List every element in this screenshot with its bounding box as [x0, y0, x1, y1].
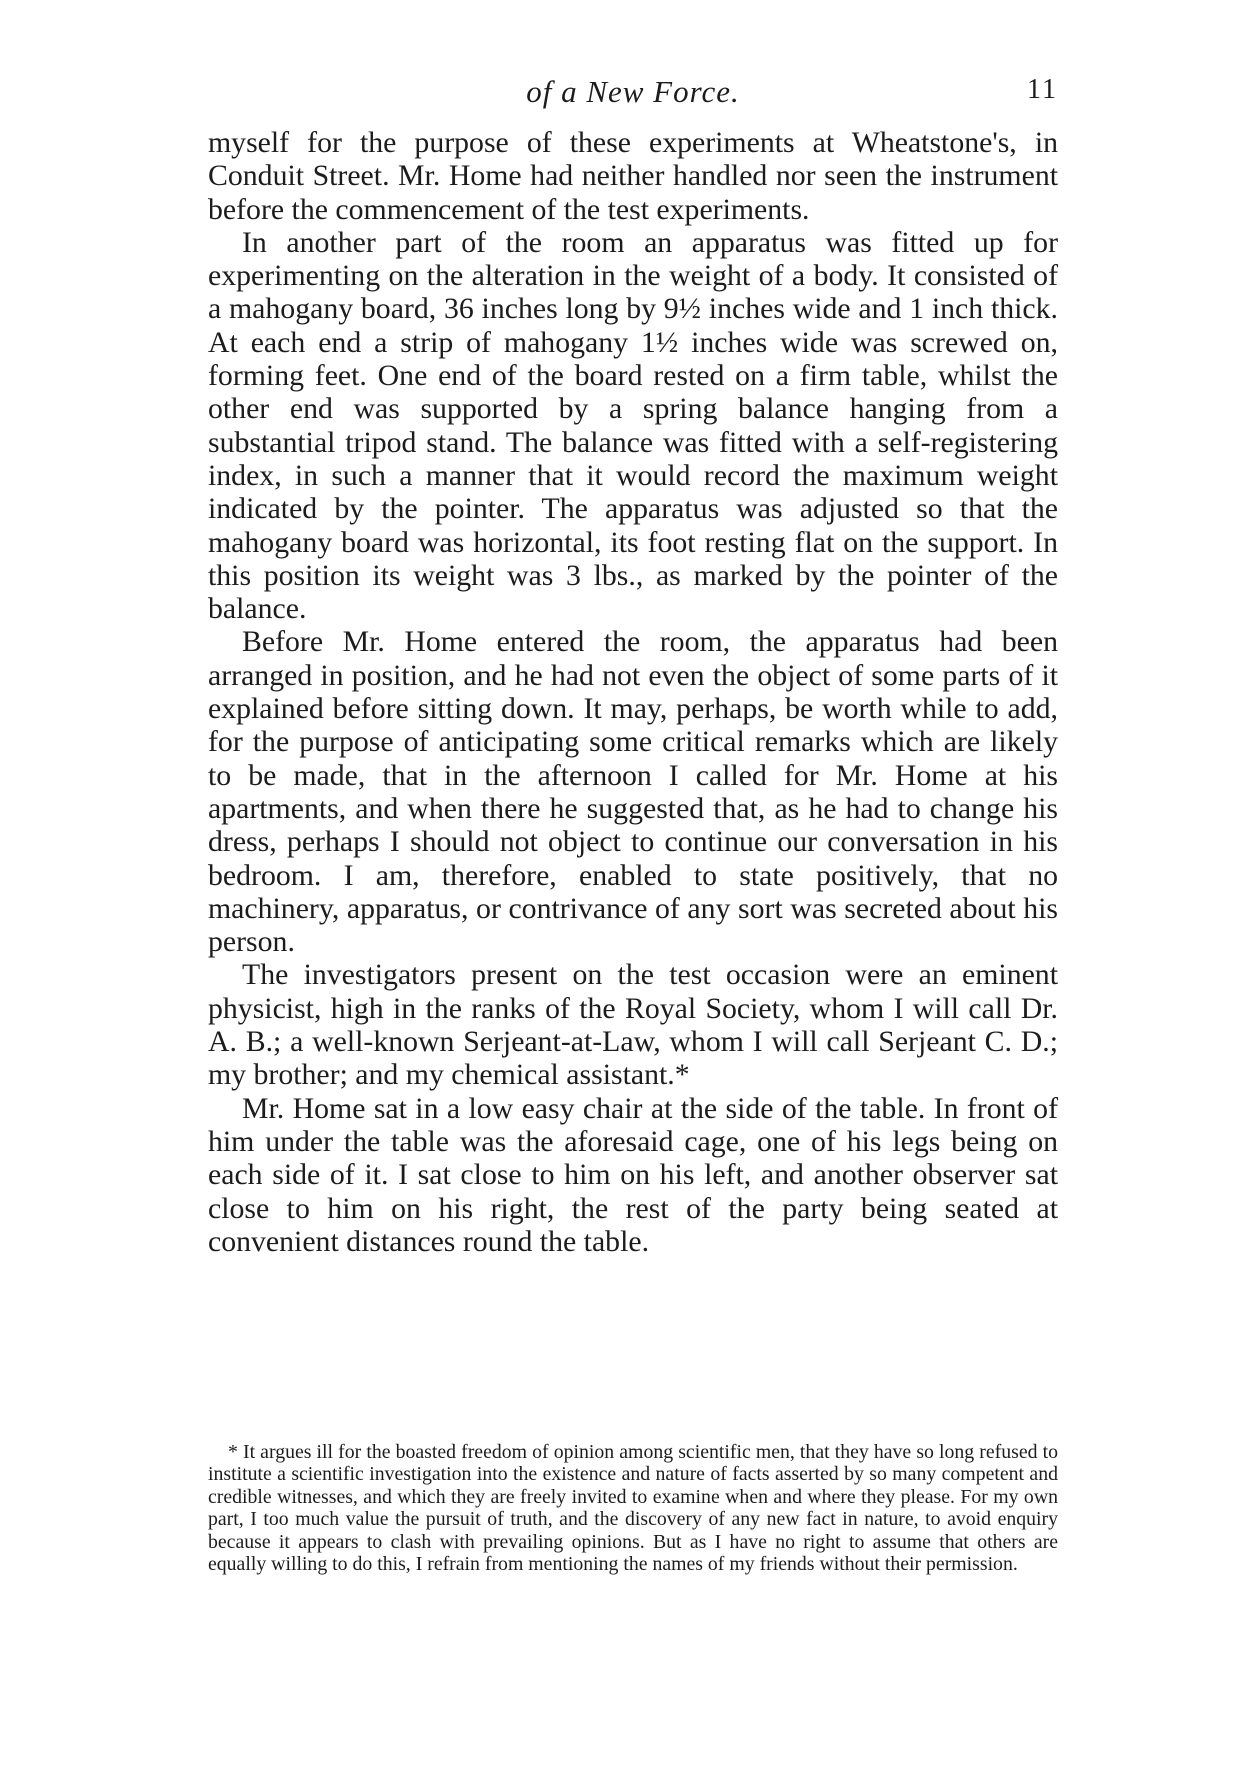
- page-number: 11: [1027, 74, 1058, 105]
- paragraph-investigators: The investigators present on the test occasion were an eminent physicist, high in the ranks of the Royal Society, whom I will call Dr. A. B.; a well-known Serjeant-at-Law, whom I will call Serjeant C. D.; my brother; and my chemical assistant.*: [208, 958, 1058, 1092]
- running-head: [208, 74, 1058, 118]
- running-title: of a New Force.: [526, 74, 740, 109]
- paragraph-seating: Mr. Home sat in a low easy chair at the side of the table. In front of him under the table was the aforesaid cage, one of his legs being on each side of it. I sat close to him on his left, and another observer sat close to him on his right, the rest of the party being seated at convenient distances round the table.: [208, 1091, 1058, 1258]
- footnote: * It argues ill for the boasted freedom of opinion among scientific men, that they have so long refused to institute a scientific investigation into the existence and nature of facts asserted by so many competent and credible witnesses, and which they are freely invited to examine when and where they please. For my own part, I too much value the pursuit of truth, and the discovery of any new fact in nature, to avoid enquiry because it appears to clash with prevailing opinions. But as I have no right to assume that others are equally willing to do this, I refrain from mentioning the names of my friends without their permission.: [208, 1441, 1058, 1576]
- paragraph-before-mr-home: Before Mr. Home entered the room, the apparatus had been arranged in position, and he had not even the object of some parts of it explained before sitting down. It may, perhaps, be worth while to add, for the purpose of anticipating some critical remarks which are likely to be made, that in the afternoon I called for Mr. Home at his apartments, and when there he suggested that, as he had to change his dress, perhaps I should not object to continue our conversation in his bedroom. I am, therefore, enabled to state positively, that no machinery, apparatus, or contrivance of any sort was secreted about his person.: [208, 625, 1058, 959]
- paragraph-apparatus: In another part of the room an apparatus was fitted up for experimenting on the alteration in the weight of a body. It consisted of a mahogany board, 36 inches long by 9½ inches wide and 1 inch thick. At each end a strip of mahogany 1½ inches wide was screwed on, forming feet. One end of the board rested on a firm table, whilst the other end was supported by a spring balance hanging from a substantial tripod stand. The balance was fitted with a self-registering index, in such a manner that it would record the maximum weight indicated by the pointer. The apparatus was adjusted so that the mahogany board was horizontal, its foot resting flat on the support. In this position its weight was 3 lbs., as marked by the pointer of the balance.: [208, 225, 1058, 626]
- body-text: [208, 126, 1058, 1258]
- paragraph-continuation: myself for the purpose of these experiments at Wheatstone's, in Conduit Street. Mr. Home had neither handled nor seen the instrument before the commencement of the test experiments.: [208, 126, 1058, 226]
